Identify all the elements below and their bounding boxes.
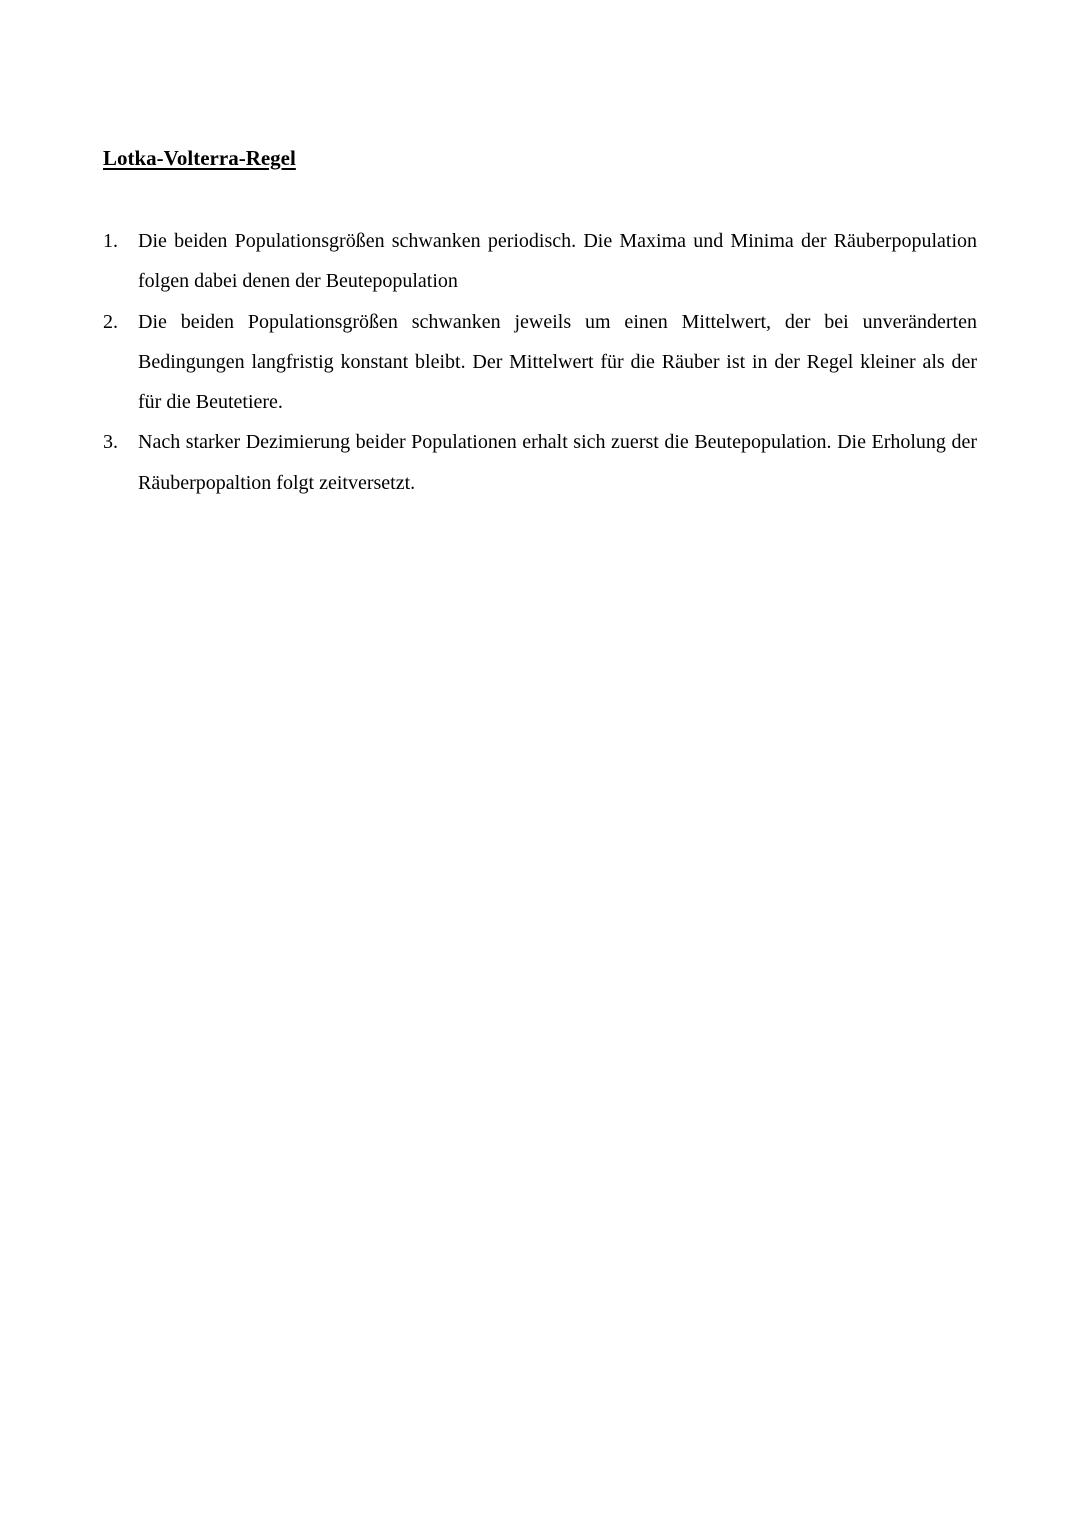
rule-number: 2. bbox=[103, 310, 118, 333]
document-title: Lotka-Volterra-Regel bbox=[103, 146, 296, 170]
rule-text: Die beiden Populationsgrößen schwanken jeweils um einen Mittelwert, der bei unveränderten Bedingungen langfristig konstant bleibt. Der Mittelwert für die Räuber ist in der Regel kleiner als der für die Beutetiere. bbox=[138, 310, 977, 414]
rule-number: 3. bbox=[103, 431, 118, 454]
rules-list bbox=[103, 221, 977, 503]
rule-item bbox=[103, 302, 977, 423]
rule-text: Nach starker Dezimierung beider Populationen erhalt sich zuerst die Beutepopulation. Die Erholung der Räuberpopaltion folgt zeitversetzt. bbox=[138, 431, 977, 494]
rule-number: 1. bbox=[103, 230, 118, 252]
rule-item bbox=[103, 422, 977, 503]
rule-item bbox=[103, 221, 977, 302]
rule-text: Die beiden Populationsgrößen schwanken periodisch. Die Maxima und Minima der Räuberpopulation folgen dabei denen der Beutepopulation bbox=[138, 230, 977, 293]
